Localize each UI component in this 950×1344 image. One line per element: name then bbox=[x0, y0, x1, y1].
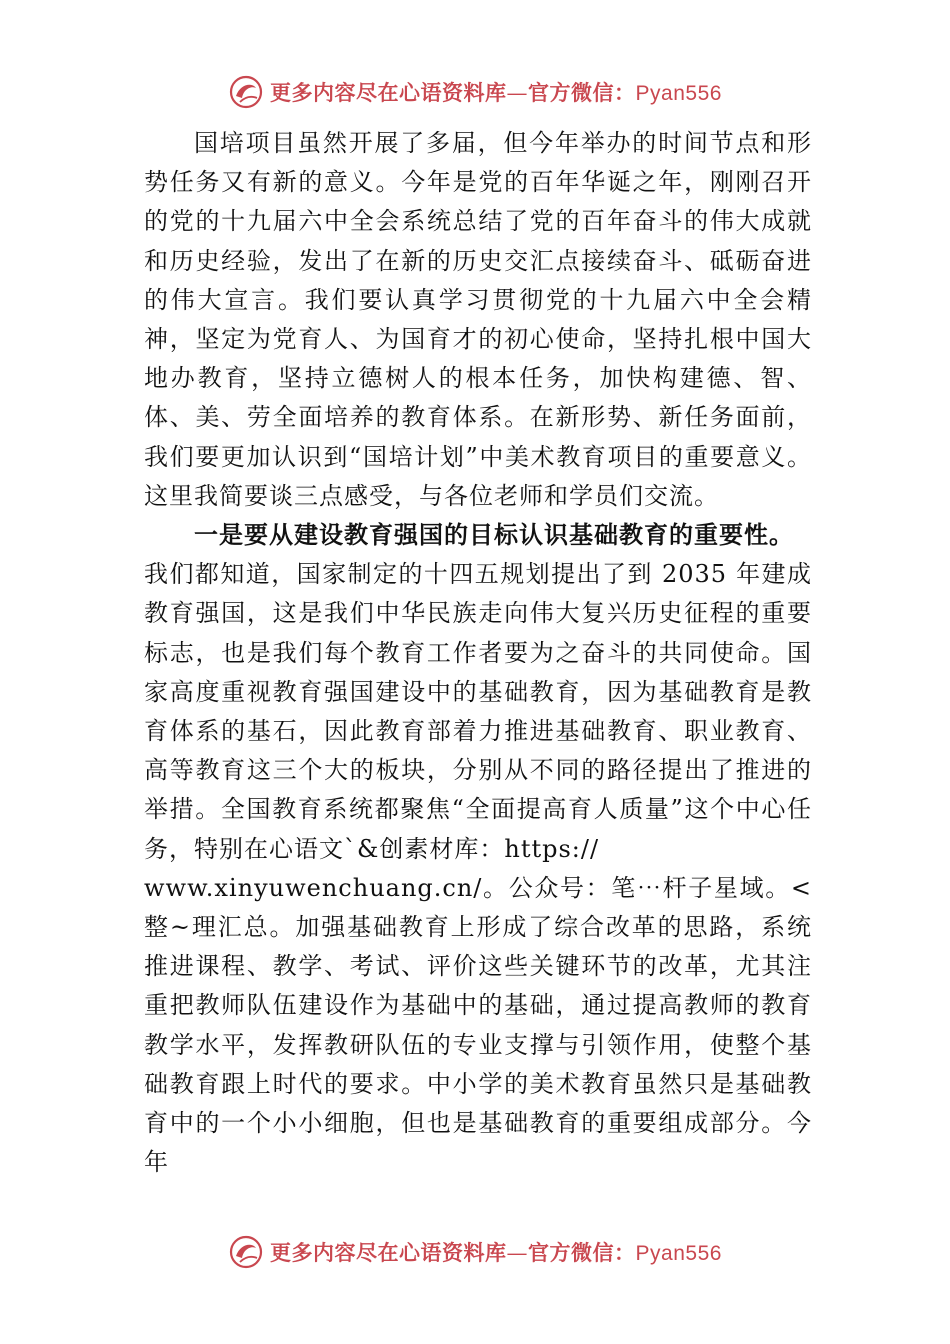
document-body bbox=[144, 124, 812, 1182]
watermark-title-footer: 更多内容尽在心语资料库 bbox=[270, 1240, 507, 1265]
watermark-wechat-label: 官方微信： bbox=[528, 80, 636, 105]
watermark-wechat-label-footer: 官方微信： bbox=[528, 1240, 636, 1265]
watermark-separator: — bbox=[506, 81, 529, 105]
section-heading-1: 一是要从建设教育强国的目标认识基础教育的重要性。 bbox=[194, 521, 794, 550]
watermark-group bbox=[228, 74, 722, 110]
footer-watermark bbox=[0, 1232, 950, 1272]
header-watermark bbox=[0, 72, 950, 112]
watermark-text bbox=[270, 77, 722, 107]
watermark-separator-footer: — bbox=[506, 1241, 529, 1265]
paragraph-2b: www.xinyuwenchuang.cn/。公众号：笔⋯杆子星域。<整~理汇总。加强基础教育上形成了综合改革的思路，系统推进课程、教学、考试、评价这些关键环节的改革，尤其注重把教师队伍建设作为基础中的基础，通过提高教师的教育教学水平，发挥教研队伍的专业支撑与引领作用，使整个基础教育跟上时代的要求。中小学的美术教育虽然只是基础教育中的一个小小细胞，但也是基础教育的重要组成部分。今年 bbox=[144, 873, 812, 1177]
swirl-logo-icon bbox=[228, 1234, 264, 1270]
watermark-group-footer bbox=[228, 1234, 722, 1270]
watermark-wechat-id: Pyan556 bbox=[635, 82, 722, 105]
watermark-title: 更多内容尽在心语资料库 bbox=[270, 80, 507, 105]
paragraph-2a: 我们都知道，国家制定的十四五规划提出了到 2035 年建成教育强国，这是我们中华民族走向伟大复兴历史征程的重要标志，也是我们每个教育工作者要为之奋斗的共同使命。国家高度重视教育强国建设中的基础教育，因为基础教育是教育体系的基石，因此教育部着力推进基础教育、职业教育、高等教育这三个大的板块，分别从不同的路径提出了推进的举措。全国教育系统都聚焦“全面提高育人质量”这个中心任务，特别在心语文`&创素材库：https:// bbox=[144, 560, 812, 863]
watermark-text-footer bbox=[270, 1237, 722, 1267]
watermark-wechat-id-footer: Pyan556 bbox=[635, 1242, 722, 1265]
paragraph-1: 国培项目虽然开展了多届，但今年举办的时间节点和形势任务又有新的意义。今年是党的百年华诞之年，刚刚召开的党的十九届六中全会系统总结了党的百年奋斗的伟大成就和历史经验，发出了在新的历史交汇点接续奋斗、砥砺奋进的伟大宣言。我们要认真学习贯彻党的十九届六中全会精神，坚定为党育人、为国育才的初心使命，坚持扎根中国大地办教育，坚持立德树人的根本任务，加快构建德、智、体、美、劳全面培养的教育体系。在新形势、新任务面前，我们要更加认识到“国培计划”中美术教育项目的重要意义。这里我简要谈三点感受，与各位老师和学员们交流。 bbox=[144, 129, 812, 510]
swirl-logo-icon bbox=[228, 74, 264, 110]
